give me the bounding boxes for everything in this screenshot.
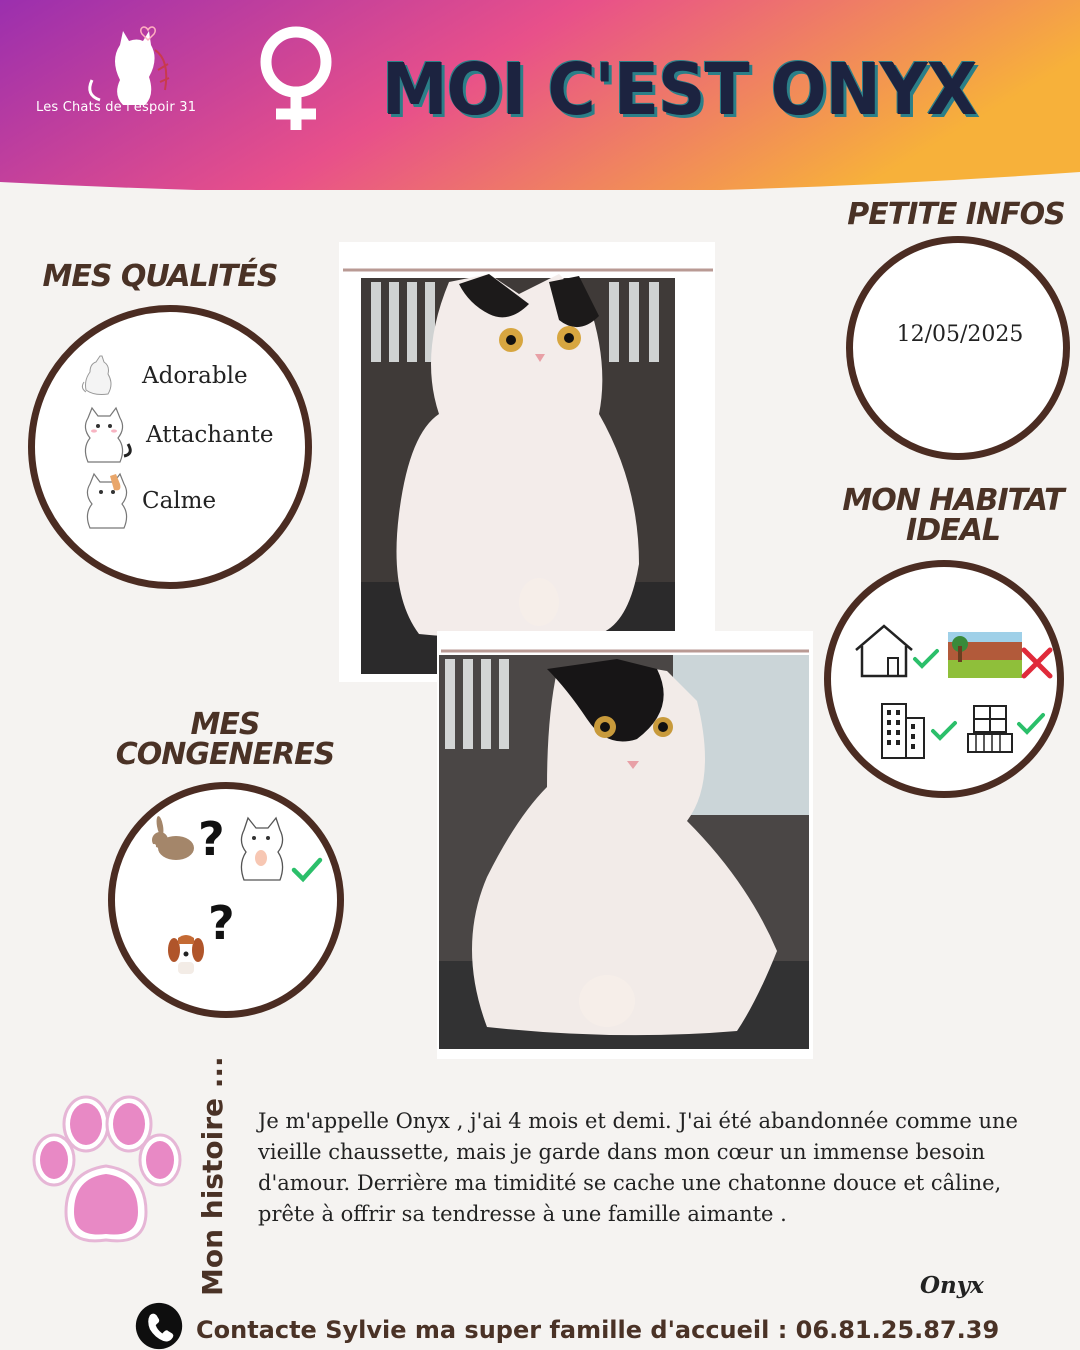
cat-photo-1 (339, 242, 715, 682)
congeneres-heading (110, 707, 340, 772)
cat-friend-icon (234, 814, 288, 882)
congeneres-heading-line2: CONGENERES (115, 737, 335, 772)
cat-photo-2 (437, 631, 813, 1059)
qualities-heading: MES QUALITÉS (42, 259, 278, 294)
garden-icon (948, 632, 1022, 678)
quality-label: Attachante (146, 422, 274, 448)
rabbit-icon (148, 816, 198, 864)
apartment-building-icon (878, 700, 928, 760)
rabbit-unknown-mark: ? (198, 812, 225, 866)
house-icon (852, 622, 916, 680)
habitat-heading (838, 483, 1068, 548)
contact-text: Contacte Sylvie ma super famille d'accueil : 06.81.25.87.39 (196, 1316, 1000, 1344)
congeneres-heading-line1: MES (190, 707, 260, 742)
check-icon (290, 856, 324, 884)
white-cat-icon (74, 404, 134, 466)
cross-icon (1020, 646, 1054, 680)
quality-label: Adorable (142, 363, 248, 389)
info-date: 12/05/2025 (896, 322, 1024, 347)
quality-item (74, 350, 248, 402)
story-vertical-title: Mon histoire ... (196, 1056, 229, 1296)
check-icon (1016, 712, 1046, 736)
cat-photo-1-image (339, 242, 715, 682)
habitat-heading-line2: IDEAL (906, 513, 1000, 548)
dog-unknown-mark: ? (208, 896, 235, 950)
female-symbol-icon (250, 22, 346, 134)
story-text: Je m'appelle Onyx , j'ai 4 mois et demi. J'ai été abandonnée comme une vieille chaussette, mais je garde dans mon cœur un immense besoin d'amour. Derrière ma timidité se cache une chatonne douce et câline, prête à offrir sa tendresse à une famille aimante . (258, 1109, 1018, 1226)
header-banner (0, 0, 1080, 190)
calico-cat-icon (80, 470, 134, 532)
paw-print-icon (26, 1094, 186, 1250)
quality-item (74, 404, 273, 466)
beagle-dog-icon (166, 928, 206, 976)
habitat-heading-line1: MON HABITAT (842, 483, 1064, 518)
infos-heading: PETITE INFOS (847, 197, 1065, 232)
infos-circle (846, 236, 1070, 460)
logo-text: Les Chats de l'espoir 31 (36, 100, 197, 115)
quality-label: Calme (142, 488, 217, 514)
sitting-cat-sketch-icon (74, 350, 126, 402)
check-icon (930, 720, 958, 742)
check-icon (912, 648, 940, 670)
phone-icon (130, 1302, 188, 1350)
story-signature: Onyx (920, 1272, 984, 1299)
window-balcony-icon (964, 704, 1016, 754)
quality-item (80, 470, 216, 532)
cat-photo-2-image (437, 631, 813, 1059)
page-title: MOI C'EST ONYX (382, 48, 977, 132)
